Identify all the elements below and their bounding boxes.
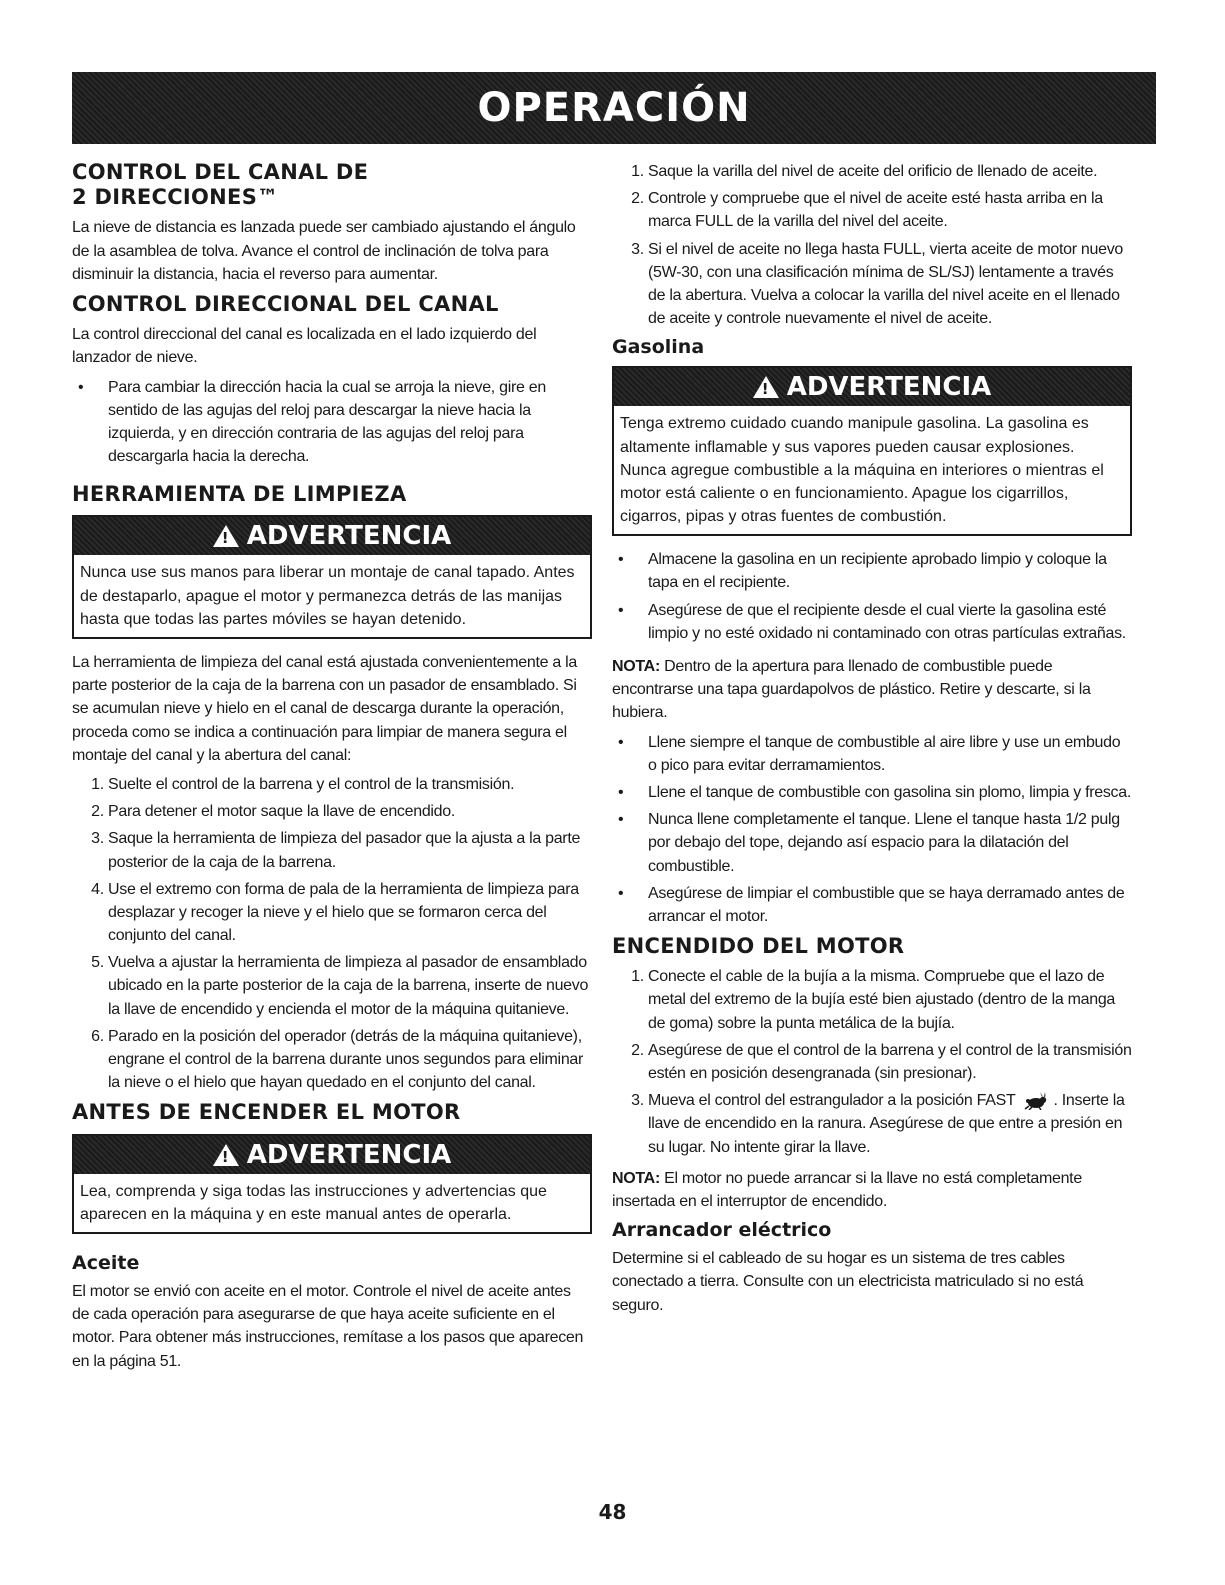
warning-triangle-icon (213, 1144, 239, 1166)
warning-header (614, 368, 1130, 406)
note-text: Dentro de la apertura para llenado de combustible puede encontrarse una tapa guardapolvos de plástico. Retire y descarte, si la hubiera. (612, 658, 1091, 722)
list-item: • Asegúrese de que el recipiente desde el cual vierte la gasolina esté limpio y no esté oxidado ni contaminado con otras partículas extrañas. (648, 599, 1132, 645)
list-item: 3. Si el nivel de aceite no llega hasta FULL, vierta aceite de motor nuevo (5W-30, con una clasificación mínima de SL/SJ) lentamente a través de la abertura. Vuelva a colocar la varilla del nivel aceite en el llenado de aceite y controle nuevamente el nivel de aceite. (648, 238, 1132, 331)
note-key (612, 1167, 1132, 1213)
rabbit-fast-icon (1023, 1092, 1049, 1110)
heading-line-2: 2 DIRECCIONES™ (72, 185, 279, 210)
clean-out-tool-body: La herramienta de limpieza del canal está ajustada convenientemente a la parte posterior de la caja de la barrena con un pasador de ensamblado. Si se acumulan nieve y hielo en el canal de descarga durante la operación, proceda como se indica a continuación para limpiar de manera segura el montaje del canal y la abertura del canal: (72, 654, 577, 764)
heading-line-1: CONTROL DEL CANAL DE (72, 160, 369, 184)
electric-starter-body: Determine si el cableado de su hogar es un sistema de tres cables conectado a tierra. Consulte con un electricista matriculado si no está seguro. (612, 1250, 1084, 1314)
list-item: • Llene el tanque de combustible con gasolina sin plomo, limpia y fresca. (648, 781, 1132, 804)
before-start-heading: ANTES DE ENCENDER EL MOTOR (72, 1100, 461, 1125)
warning-text: Nunca use sus manos para liberar un montaje de canal tapado. Antes de destaparlo, apague el motor y permanezca detrás de las manijas hasta que todas las partes móviles se hayan detenido. (80, 564, 575, 628)
step-text: Mueva el control del estrangulador a la posición FAST (648, 1092, 1016, 1110)
clean-out-tool-heading: HERRAMIENTA DE LIMPIEZA (72, 482, 407, 507)
oil-steps (612, 160, 1132, 330)
list-item: 2. Asegúrese de que el control de la barrena y el control de la transmisión estén en posición desengranada (sin presionar). (648, 1039, 1132, 1085)
warning-header (74, 517, 590, 555)
step-text-continued: . Inserte la llave de encendido en la ranura. Asegúrese de que entre a presión en su lugar. No intente girar la llave. (648, 1092, 1125, 1156)
warning-box (72, 515, 592, 639)
chute-direction-list (72, 376, 592, 469)
warning-triangle-icon (213, 525, 239, 547)
list-item: 5. Vuelva a ajustar la herramienta de limpieza al pasador de ensamblado ubicado en la parte posterior de la caja de la barrena, inserte de nuevo la llave de encendido y encienda el motor de la máquina quitanieve. (108, 951, 592, 1021)
note-label: NOTA: (612, 658, 660, 675)
right-column (612, 160, 1132, 1323)
chute-2way-heading (72, 160, 592, 210)
list-item: 3. Saque la herramienta de limpieza del pasador que la ajusta a la parte posterior de la caja de la barrena. (108, 827, 592, 873)
section-banner (72, 72, 1156, 144)
chute-2way-body: La nieve de distancia es lanzada puede ser cambiado ajustando el ángulo de la asamblea de tolva. Avance el control de inclinación de tolva para disminuir la distancia, hacia el reverso para aumentar. (72, 219, 576, 283)
oil-heading: Aceite (72, 1251, 140, 1274)
list-item: 6. Parado en la posición del operador (detrás de la máquina quitanieve), engrane el control de la barrena durante unos segundos para eliminar la nieve o el hielo que hayan quedado en el conjunto del canal. (108, 1025, 592, 1095)
list-item: • Almacene la gasolina en un recipiente aprobado limpio y coloque la tapa en el recipiente. (648, 548, 1132, 594)
list-item: 1. Saque la varilla del nivel de aceite del orificio de llenado de aceite. (648, 160, 1132, 183)
list-item: 2. Controle y compruebe que el nivel de aceite esté hasta arriba en la marca FULL de la varilla del nivel del aceite. (648, 187, 1132, 233)
chute-direction-body: La control direccional del canal es localizada en el lado izquierdo del lanzador de nieve. (72, 326, 537, 367)
warning-box (72, 1134, 592, 1234)
list-item: • Llene siempre el tanque de combustible al aire libre y use un embudo o pico para evitar derramamientos. (648, 731, 1132, 777)
warning-label: ADVERTENCIA (786, 372, 992, 403)
warning-triangle-icon (753, 376, 779, 398)
warning-header (74, 1136, 590, 1174)
warning-text: Lea, comprenda y siga todas las instrucciones y advertencias que aparecen en la máquina y en este manual antes de operarla. (80, 1182, 547, 1223)
page-number: 48 (598, 1500, 627, 1524)
engine-start-heading: ENCENDIDO DEL MOTOR (612, 934, 905, 959)
note-fuel-cap (612, 655, 1132, 725)
gasoline-list (612, 548, 1132, 645)
gasoline-heading: Gasolina (612, 336, 705, 359)
clean-out-steps (72, 773, 592, 1094)
note-label: NOTA: (612, 1169, 660, 1187)
warning-text: Tenga extremo cuidado cuando manipule gasolina. La gasolina es altamente inflamable y sus vapores pueden causar explosiones. Nunca agregue combustible a la máquina en interiores o mientras el motor está caliente o en funcionamiento. Apague los cigarrillos, cigarros, pipas y otras fuentes de combustión. (620, 415, 1104, 526)
fuel-list (612, 731, 1132, 929)
warning-label: ADVERTENCIA (246, 521, 452, 552)
list-item: 1. Suelte el control de la barrena y el control de la transmisión. (108, 773, 592, 796)
list-item: • Nunca llene completamente el tanque. Llene el tanque hasta 1/2 pulg por debajo del tope, dejando así espacio para la dilatación del combustible. (648, 808, 1132, 878)
electric-starter-heading: Arrancador eléctrico (612, 1219, 832, 1242)
warning-label: ADVERTENCIA (246, 1139, 452, 1170)
list-item: 2. Para detener el motor saque la llave de encendido. (108, 800, 592, 823)
list-item: 1. Conecte el cable de la bujía a la misma. Compruebe que el lazo de metal del extremo de la bujía esté bien ajustado (dentro de la manga de goma) sobre la punta metálica de la bujía. (648, 965, 1132, 1035)
list-item: • Asegúrese de limpiar el combustible que se haya derramado antes de arrancar el motor. (648, 882, 1132, 928)
oil-body: El motor se envió con aceite en el motor. Controle el nivel de aceite antes de cada operación para asegurarse de que haya aceite suficiente en el motor. Para obtener más instrucciones, remítase a los pasos que aparecen en la página 51. (72, 1282, 584, 1370)
banner-title: OPERACIÓN (477, 85, 751, 131)
list-item (648, 1089, 1132, 1159)
engine-start-steps (612, 965, 1132, 1159)
left-column (72, 160, 592, 1379)
list-item: • Para cambiar la dirección hacia la cual se arroja la nieve, gire en sentido de las agujas del reloj para descargar la nieve hacia la izquierda, y en dirección contraria de las agujas del reloj para descargarla hacia la derecha. (108, 376, 592, 469)
note-text: El motor no puede arrancar si la llave no está completamente insertada en el interruptor de encendido. (612, 1169, 1082, 1210)
list-item: 4. Use el extremo con forma de pala de la herramienta de limpieza para desplazar y recoger la nieve y el hielo que se formaron cerca del conjunto del canal. (108, 878, 592, 948)
warning-box (612, 366, 1132, 536)
chute-direction-heading: CONTROL DIRECCIONAL DEL CANAL (72, 291, 499, 316)
